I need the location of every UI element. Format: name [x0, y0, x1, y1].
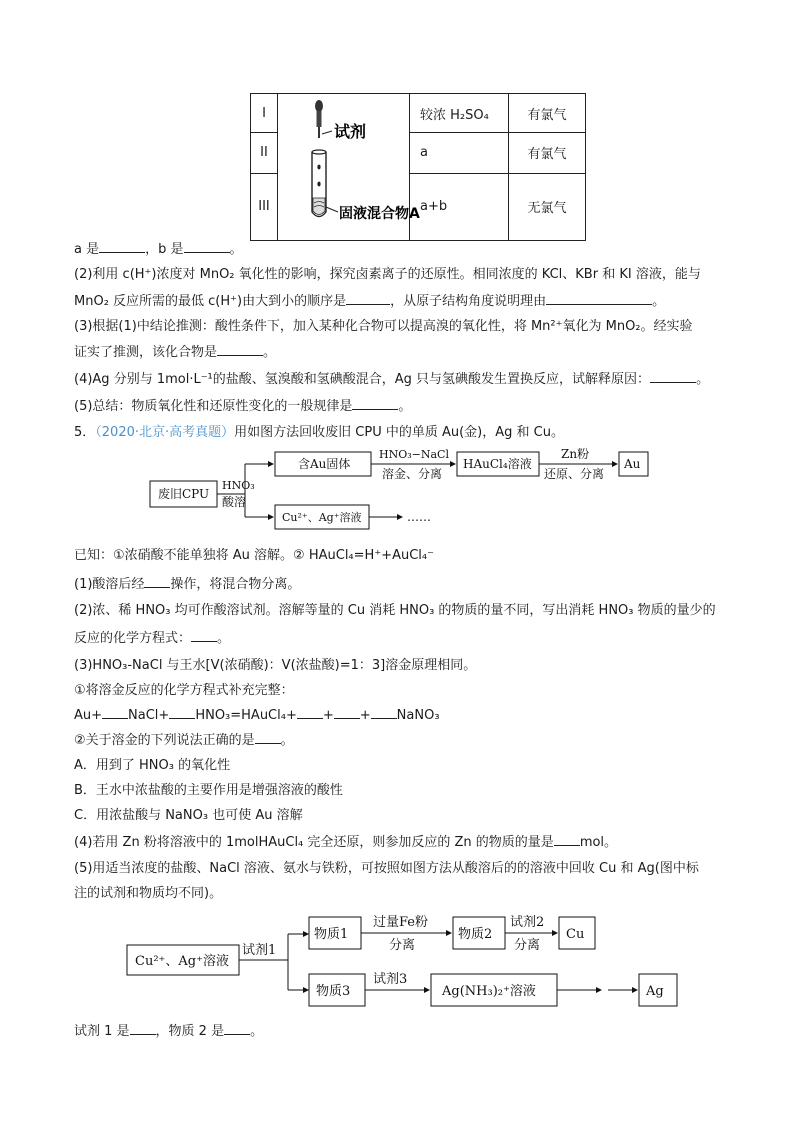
- label-acid-dissolve: 酸溶: [222, 495, 247, 509]
- question-number: 5．: [74, 425, 96, 440]
- box-substance1: 物质1: [314, 927, 349, 942]
- box-start-solution: Cu²⁺、Ag⁺溶液: [135, 954, 229, 969]
- row-id: I: [251, 94, 278, 133]
- label-hno3: HNO₃: [222, 479, 255, 492]
- label-ellipsis: ……: [407, 510, 431, 524]
- box-au-solid: 含Au固体: [298, 457, 351, 471]
- label-excess-fe: 过量Fe粉: [373, 915, 429, 930]
- box-substance2: 物质2: [458, 927, 493, 942]
- result-cell: 有氯气: [509, 133, 586, 173]
- reagent-cell: 较浓 H₂SO₄: [410, 94, 509, 133]
- box-substance3: 物质3: [316, 984, 351, 999]
- q4-part4: (4)Ag 分别与 1mol·L⁻¹的盐酸、氢溴酸和氢碘酸混合，Ag 只与氢碘酸发生置换反应，试解释原因： 。: [74, 372, 710, 387]
- result-cell: 无氯气: [509, 173, 586, 240]
- option-c[interactable]: C．用浓盐酸与 NaNO₃ 也可使 Au 溶解: [74, 808, 303, 823]
- box-haucl4: HAuCl₄溶液: [463, 457, 532, 471]
- label-reagent3: 试剂3: [373, 972, 408, 987]
- q4-part5: (5)总结：物质氧化性和还原性变化的一般规律是 。: [74, 399, 412, 414]
- answer-blank[interactable]: [224, 1022, 250, 1035]
- answer-blank[interactable]: [144, 575, 170, 588]
- q5-equation: Au+ NaCl+ HNO₃=HAuCl₄+ + + NaNO₃: [74, 708, 440, 723]
- q5-part2-line1: (2)浓、稀 HNO₃ 均可作酸溶试剂。溶解等量的 Cu 消耗 HNO₃ 的物质的量不同，写出消耗 HNO₃ 物质的量少的: [74, 603, 716, 618]
- option-a[interactable]: A．用到了 HNO₃ 的氧化性: [74, 758, 231, 773]
- row-id: II: [251, 133, 278, 173]
- option-b[interactable]: B．王水中浓盐酸的主要作用是增强溶液的酸性: [74, 783, 343, 798]
- label-reduce-separate: 还原、分离: [544, 467, 605, 481]
- q5-part1: (1)酸溶后经 操作，将混合物分离。: [74, 577, 301, 592]
- reagent-label: 试剂: [334, 122, 367, 141]
- q5-part3-sub2: ②关于溶金的下列说法正确的是 。: [74, 733, 294, 748]
- q5-part3-sub1: ①将溶金反应的化学方程式补充完整：: [74, 683, 294, 698]
- answer-blank[interactable]: [130, 1022, 156, 1035]
- q5-known: 已知：①浓硝酸不能单独将 Au 溶解。② HAuCl₄=H⁺+AuCl₄⁻: [74, 548, 434, 563]
- q4-part3-line2: 证实了推测，该化合物是 。: [74, 345, 277, 360]
- q5-part2-line2: 反应的化学方程式： 。: [74, 631, 231, 646]
- label-reagent1: 试剂1: [242, 943, 277, 958]
- box-cu-ag-solution: Cu²⁺、Ag⁺溶液: [282, 511, 362, 524]
- q5-part3: (3)HNO₃-NaCl 与王水[V(浓硝酸)：V(浓盐酸)=1：3]溶金原理相同。: [74, 658, 477, 673]
- box-cu: Cu: [566, 927, 585, 942]
- q4-part2-line1: (2)利用 c(H⁺)浓度对 MnO₂ 氧化性的影响，探究卤素离子的还原性。相同浓度的 KCl、KBr 和 KI 溶液，能与: [74, 267, 701, 282]
- q4-part2-line2: MnO₂ 反应所需的最低 c(H⁺)由大到小的顺序是 ，从原子结构角度说明理由 。: [74, 294, 666, 309]
- q5-stem: 5．（2020·北京·高考真题）用如图方法回收废旧 CPU 中的单质 Au(金)，Ag 和 Cu。: [74, 425, 564, 440]
- label-separate2: 分离: [514, 938, 541, 953]
- result-cell: 有氯气: [509, 94, 586, 133]
- box-silver-ammonia: Ag(NH₃)₂⁺溶液: [442, 984, 536, 999]
- label-hno3-nacl: HNO₃−NaCl: [379, 448, 449, 461]
- answer-blank[interactable]: [554, 833, 580, 846]
- label-dissolve-gold: 溶金、分离: [382, 467, 443, 481]
- answer-blank[interactable]: [255, 731, 281, 744]
- q5-final-line: 试剂 1 是 ，物质 2 是 。: [74, 1024, 264, 1039]
- q5-part5-line1: (5)用适当浓度的盐酸、NaCl 溶液、氨水与铁粉，可按照如图方法从酸溶后的的溶液中回收 Cu 和 Ag(图中标: [74, 861, 699, 876]
- question-source: （2020·北京·高考真题）: [95, 425, 235, 440]
- reagent-cell: a+b: [410, 173, 509, 240]
- label-separate1: 分离: [389, 938, 416, 953]
- answer-blank[interactable]: [297, 706, 323, 719]
- answer-blank[interactable]: [102, 706, 128, 719]
- q4-part3-line1: (3)根据(1)中结论推测：酸性条件下，加入某种化合物可以提高溴的氧化性，将 Mn²⁺氧化为 MnO₂。经实验: [74, 319, 693, 334]
- q5-part5-line2: 注的试剂和物质均不同)。: [74, 886, 223, 901]
- label-zn: Zn粉: [561, 447, 590, 461]
- answer-blank[interactable]: [191, 629, 217, 642]
- q5-part4: (4)若用 Zn 粉将溶液中的 1molHAuCl₄ 完全还原，则参加反应的 Zn 的物质的量是 mol。: [74, 835, 618, 850]
- mixture-label: 固液混合物A: [339, 206, 420, 222]
- q4-ab-line: a 是 ，b 是 。: [74, 242, 243, 257]
- box-au: Au: [624, 457, 641, 471]
- row-id: III: [251, 173, 278, 240]
- answer-blank[interactable]: [334, 706, 360, 719]
- box-cpu: 废旧CPU: [158, 487, 210, 501]
- answer-blank[interactable]: [169, 706, 195, 719]
- reagent-cell: a: [410, 133, 509, 173]
- answer-blank[interactable]: [371, 706, 397, 719]
- box-ag: Ag: [646, 984, 664, 999]
- label-reagent2: 试剂2: [510, 915, 545, 930]
